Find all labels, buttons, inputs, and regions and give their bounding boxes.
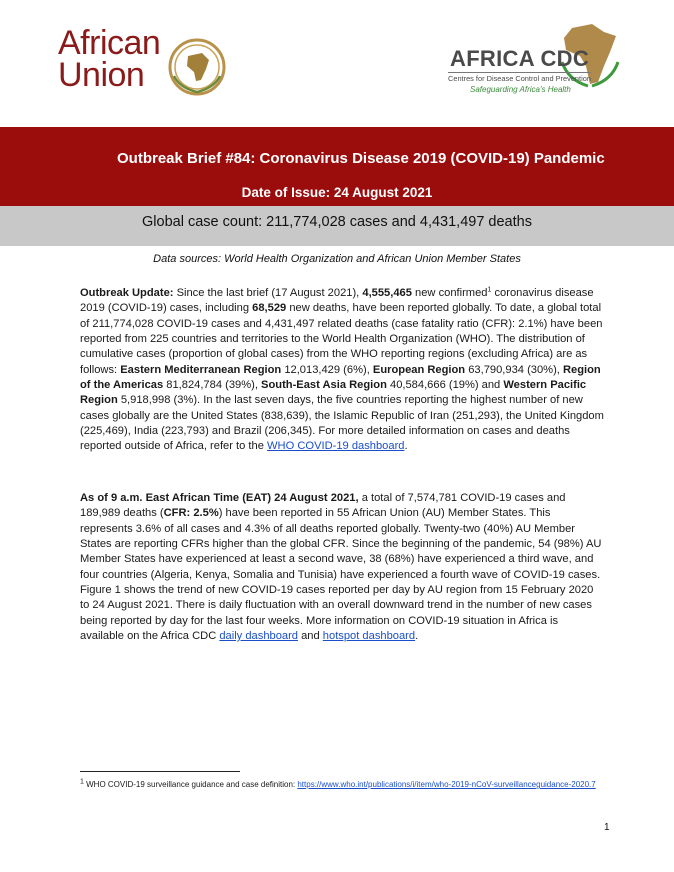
region-value: 5,918,998 (3%). In the last seven days, the five countries reporting the highest number of new cases globally are the United States (838,639), the Islamic Republic of Iran (251,293), the United Kingdom (225,469), India (223,793) and Brazil (206,345). For more detailed information on cases and deaths reported outside of Africa, refer to the (80, 394, 604, 453)
global-case-count: Global case count: 211,774,028 cases and 4,431,497 deaths (142, 214, 532, 230)
para1-text: . (404, 440, 408, 453)
region-name: South-East Asia Region (261, 379, 387, 392)
footnote (80, 779, 600, 790)
new-cases-value: 4,555,465 (362, 287, 412, 299)
footnote-number: 1 (80, 778, 84, 786)
who-guidance-link[interactable]: https://www.who.int/publications/i/item/who-2019-nCoV-surveillanceguidance-2020.7 (297, 780, 596, 789)
region-value: 40,584,666 (19%) and (386, 379, 504, 392)
para2-text: . (415, 630, 419, 643)
para1-text: Since the last brief (17 August 2021), (173, 287, 363, 299)
data-sources: Data sources: World Health Organization and African Union Member States (153, 253, 521, 265)
au-logo-line1: African (58, 24, 161, 62)
outbreak-update-paragraph (80, 286, 604, 455)
region-name: European Region (372, 363, 466, 376)
para2-text: and (298, 630, 323, 643)
region-value: 63,790,934 (30%), (465, 363, 563, 376)
who-dashboard-link[interactable]: WHO COVID-19 dashboard (267, 440, 405, 453)
para1-lead: Outbreak Update: (80, 287, 174, 299)
daily-dashboard-link[interactable]: daily dashboard (219, 630, 299, 643)
africa-update-paragraph (80, 491, 604, 644)
footnote-ref: 1 (487, 286, 492, 294)
hotspot-dashboard-link[interactable]: hotspot dashboard (322, 630, 416, 643)
para2-text: ) have been reported in 55 African Union (AU) Member States. This represents 3.6% of all cases and 4.3% of all deaths reported globally. Twenty-two (40%) AU Member States are reporting CFRs higher than the global CFR. Since the beginning of the pandemic, 54 (98%) AU Member States have experienced at least a second wave, 38 (68%) have experienced a third wave, and four countries (Algeria, Kenya, Somalia and Tunisia) have experienced a fourth wave of COVID-19 cases. Figure 1 shows the trend of new COVID-19 cases reported per day by AU region from 15 February 2020 to 24 August 2021. There is daily fluctuation with an overall downward trend in the number of new cases being reported by day for the last four weeks. More information on COVID-19 situation in Africa is available on the Africa CDC (80, 507, 602, 643)
para1-text: new deaths, have been reported globally. To date, a global total of 211,774,028 COVID-19 cases and 4,431,497 related deaths (case fatality ratio (CFR): 2.1%) have been reported from 225 countries and territories to the World Health Organization (WHO). The distribution of cumulative cases (proportion of global cases) from the WHO reporting regions (excluding Africa) are as follows: (80, 302, 603, 376)
footnote-divider (80, 771, 240, 772)
african-union-logo (58, 22, 208, 97)
footnote-text: WHO COVID-19 surveillance guidance and case definition: (83, 780, 298, 789)
au-emblem-icon (166, 36, 228, 98)
africa-cdc-logo (440, 22, 620, 102)
para1-text: coronavirus disease 2019 (COVID-19) cases, including (80, 287, 594, 315)
para2-lead: As of 9 a.m. East African Time (EAT) 24 August 2021, (80, 492, 359, 504)
region-name: Region of the Americas (80, 363, 601, 392)
africa-cfr-value: CFR: 2.5% (163, 507, 219, 520)
au-logo-line2: Union (58, 56, 145, 94)
issue-date: Date of Issue: 24 August 2021 (241, 185, 433, 200)
cdc-logo-tagline: Safeguarding Africa's Health (470, 85, 571, 94)
cdc-logo-subtitle: Centres for Disease Control and Prevention (448, 74, 591, 83)
region-name: Eastern Mediterranean Region (120, 363, 282, 376)
new-deaths-value: 68,529 (252, 302, 287, 315)
region-value: 12,013,429 (6%), (281, 363, 373, 376)
para1-text: new confirmed (411, 287, 488, 299)
cdc-logo-title: AFRICA CDC (450, 46, 590, 71)
region-value: 81,824,784 (39%), (163, 379, 262, 392)
para2-text: a total of 7,574,781 COVID-19 cases and 189,989 deaths ( (80, 492, 566, 520)
brief-title: Outbreak Brief #84: Coronavirus Disease 2019 (COVID-19) Pandemic (117, 150, 605, 167)
region-name: Western Pacific Region (80, 379, 587, 407)
page-number: 1 (604, 822, 610, 833)
